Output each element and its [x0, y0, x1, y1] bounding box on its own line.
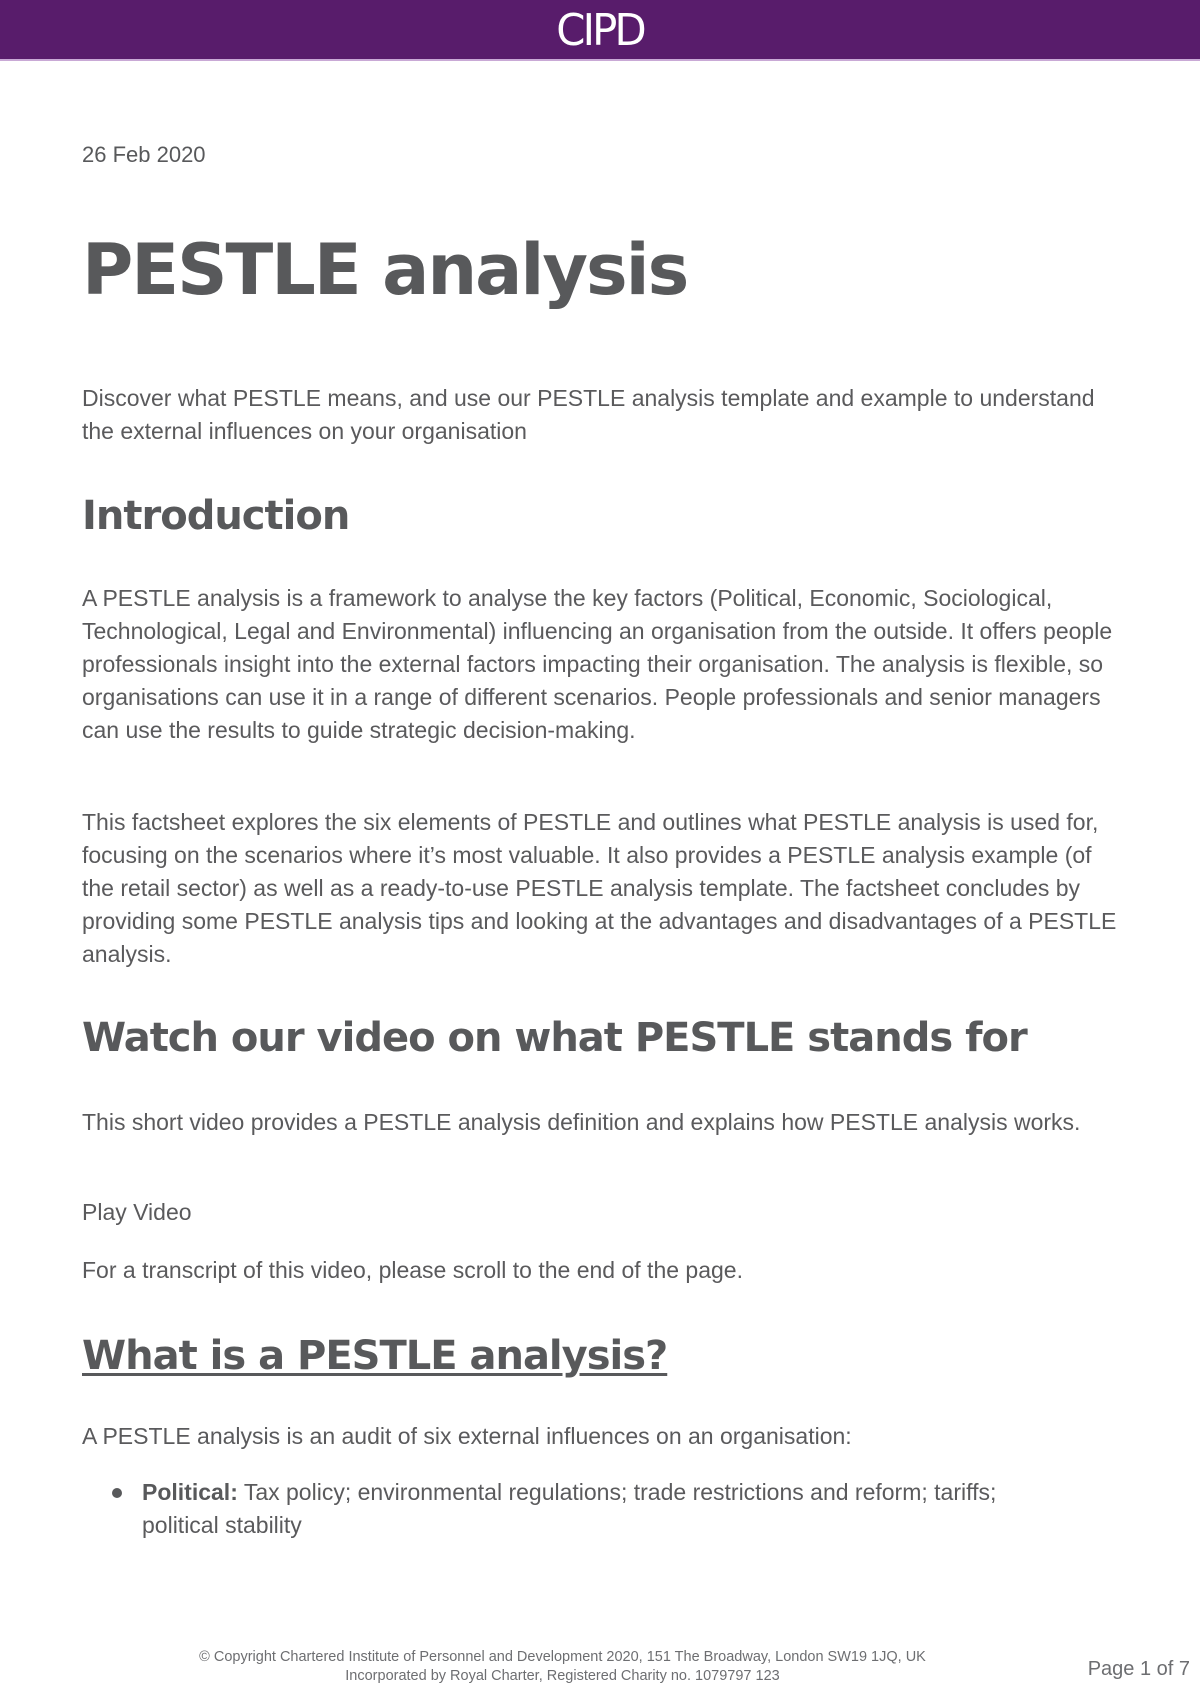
- copyright-notice: [150, 1648, 975, 1686]
- pestle-factor-list: [112, 1476, 1072, 1542]
- transcript-note: For a transcript of this video, please scroll to the end of the page.: [82, 1257, 743, 1283]
- section-heading-what-is-pestle[interactable]: What is a PESTLE analysis?: [82, 1333, 668, 1379]
- intro-paragraph-2: This factsheet explores the six elements of PESTLE and outlines what PESTLE analysis is used for, focusing on the scenarios where it’s most valuable. It also provides a PESTLE analysis example (of the retail sector) as well as a ready-to-use PESTLE analysis template. The factsheet concludes by providing some PESTLE analysis tips and looking at the advantages and disadvantages of a PESTLE analysis.: [82, 809, 1117, 967]
- play-video-link[interactable]: Play Video: [82, 1199, 192, 1225]
- video-description: This short video provides a PESTLE analysis definition and explains how PESTLE analysis works.: [82, 1109, 1081, 1135]
- list-item-political: [112, 1476, 1072, 1542]
- publish-date: 26 Feb 2020: [82, 142, 206, 167]
- intro-paragraph-1: A PESTLE analysis is a framework to analyse the key factors (Political, Economic, Sociological, Technological, Legal and Environmental) influencing an organisation from the outside. It offers people professionals insight into the external factors impacting their organisation. The analysis is flexible, so organisations can use it in a range of different scenarios. People professionals and senior managers can use the results to guide strategic decision-making.: [82, 585, 1113, 743]
- cipd-logo: CIPD: [556, 4, 644, 56]
- pestle-intro-text: A PESTLE analysis is an audit of six external influences on an organisation:: [82, 1423, 852, 1449]
- section-heading-video: Watch our video on what PESTLE stands for: [82, 1015, 1027, 1061]
- factor-term: Political:: [142, 1479, 238, 1505]
- copyright-line-1: © Copyright Chartered Institute of Personnel and Development 2020, 151 The Broadway, London SW19 1JQ, UK: [199, 1649, 926, 1665]
- factor-description: Tax policy; environmental regulations; trade restrictions and reform; tariffs; political stability: [142, 1479, 997, 1538]
- page-footer: [0, 1648, 1200, 1698]
- page-title: PESTLE analysis: [82, 229, 688, 311]
- header-banner: [0, 0, 1200, 61]
- summary-text: Discover what PESTLE means, and use our PESTLE analysis template and example to understand the external influences on your organisation: [82, 385, 1095, 444]
- copyright-line-2: Incorporated by Royal Charter, Registered Charity no. 1079797 123: [345, 1668, 780, 1684]
- section-heading-introduction: Introduction: [82, 493, 350, 539]
- bullet-icon: [112, 1488, 122, 1498]
- page-number: Page 1 of 7: [1087, 1658, 1190, 1680]
